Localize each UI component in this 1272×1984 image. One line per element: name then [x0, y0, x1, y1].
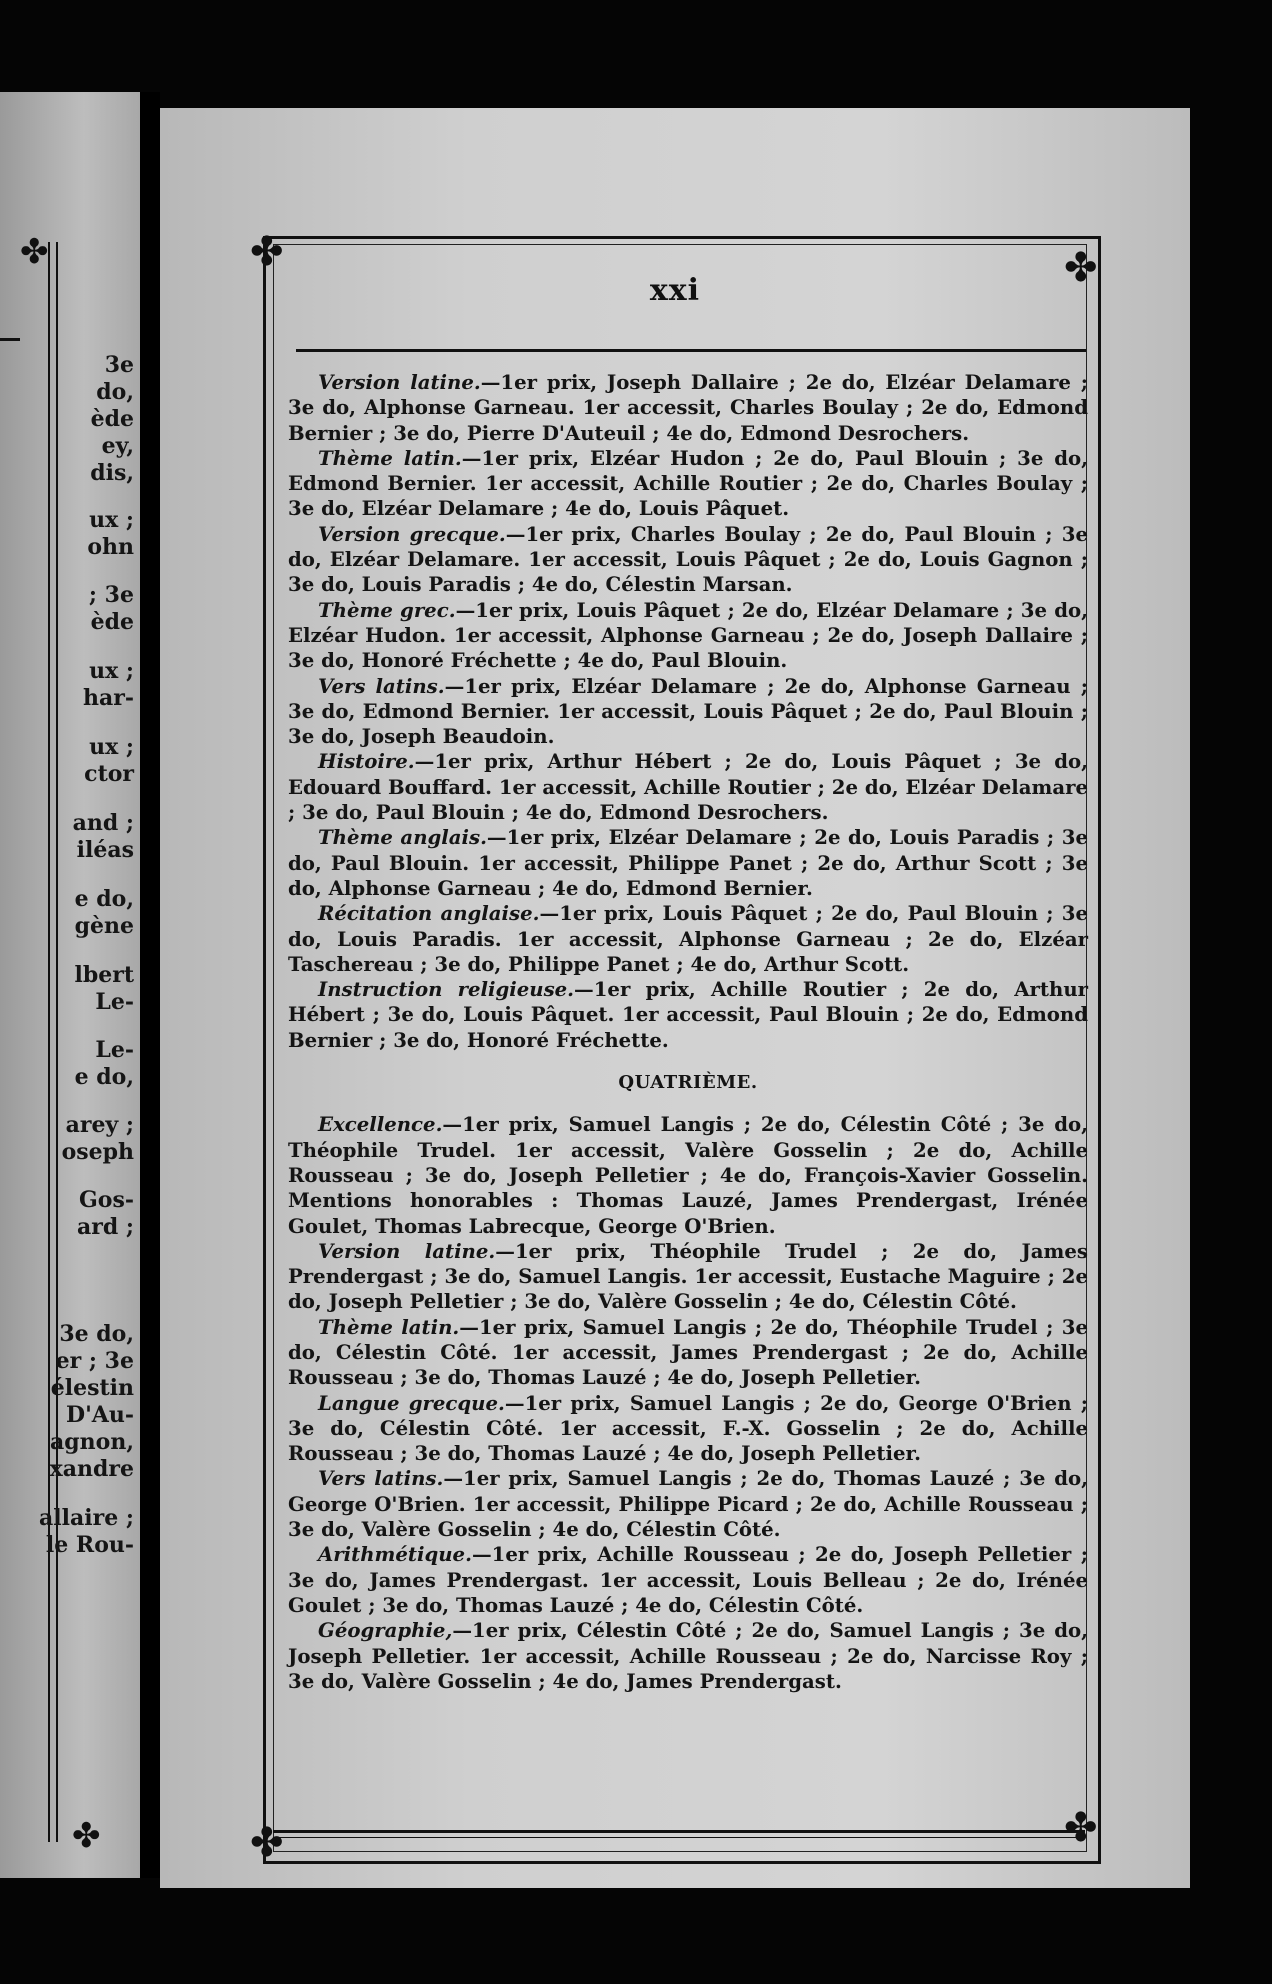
prize-text: —1er prix, Elzéar Delamare ; 2e do, Alphonse Garneau ; 3e do, Edmond Bernier. 1er accessit, Louis Pâquet ; 2e do, Paul Blouin ; 3e do, Joseph Beaudoin.: [288, 674, 1088, 749]
footer-rule-thin: [273, 1837, 1085, 1838]
subject-label: Vers latins.: [318, 674, 445, 698]
left-page-text-fragment: ède: [90, 609, 134, 635]
ornament-top-left-icon: ✤: [250, 229, 284, 275]
left-page-rule: [0, 338, 20, 341]
prize-text: —1er prix, Samuel Langis ; 2e do, Théophile Trudel ; 3e do, Célestin Côté. 1er accessit, James Prendergast ; 2e do, Achille Rousseau ; 3e do, Thomas Lauzé ; 4e do, Joseph Pelletier.: [288, 1315, 1088, 1390]
left-page-text-fragment: agnon,: [50, 1429, 134, 1455]
prize-paragraph: [288, 674, 1088, 750]
left-page-text-fragment: ux ;: [89, 507, 134, 533]
left-page-text-fragment: ède: [90, 406, 134, 432]
prize-text: —1er prix, Achille Routier ; 2e do, Arthur Hébert ; 3e do, Louis Pâquet. 1er accessit, Paul Blouin ; 2e do, Edmond Bernier ; 3e do, Honoré Fréchette.: [288, 978, 1088, 1052]
prize-text: —1er prix, Joseph Dallaire ; 2e do, Elzéar Delamare ; 3e do, Alphonse Garneau. 1er accessit, Charles Boulay ; 2e do, Edmond Bernier ; 3e do, Pierre D'Auteuil ; 4e do, Edmond Desrochers.: [288, 371, 1088, 445]
left-page-text-fragment: Le-: [95, 989, 134, 1015]
subject-label: Arithmétique.: [318, 1543, 472, 1567]
subject-label: Version latine.: [318, 1239, 496, 1263]
left-page-text-fragment: har-: [83, 685, 134, 711]
subject-label: Histoire.: [318, 750, 415, 774]
prize-text: —1er prix, Louis Pâquet ; 2e do, Paul Blouin ; 3e do, Louis Paradis. 1er accessit, Alphonse Garneau ; 2e do, Elzéar Taschereau ; 3e do, Philippe Panet ; 4e do, Arthur Scott.: [288, 902, 1088, 976]
section-header: QUATRIÈME.: [618, 1072, 758, 1094]
left-page-text-fragment: lbert: [74, 962, 134, 988]
prize-text: —1er prix, Célestin Côté ; 2e do, Samuel Langis ; 3e do, Joseph Pelletier. 1er accessit, Achille Rousseau ; 2e do, Narcisse Roy ; 3e do, Valère Gosselin ; 4e do, James Prendergast.: [288, 1619, 1088, 1693]
subject-label: Thème anglais.: [318, 826, 487, 850]
left-page-text-fragment: ux ;: [89, 734, 134, 760]
prize-paragraph: [288, 1112, 1088, 1238]
left-page-text-fragment: le Rou-: [45, 1532, 134, 1558]
book-page: [160, 108, 1190, 1888]
ornament-top-right-icon: ✤: [1064, 245, 1098, 291]
prize-paragraph: [288, 1239, 1088, 1315]
subject-label: Géographie,: [318, 1619, 453, 1643]
subject-label: Thème latin.: [318, 1315, 460, 1339]
prize-text: —1er prix, Achille Rousseau ; 2e do, Joseph Pelletier ; 3e do, James Prendergast. 1er accessit, Louis Belleau ; 2e do, Irénée Goulet ; 3e do, Thomas Lauzé ; 4e do, Célestin Côté.: [288, 1543, 1088, 1617]
prize-paragraph: [288, 749, 1088, 825]
prize-list-after: [288, 1112, 1088, 1694]
left-page-text-fragment: 3e do,: [59, 1321, 134, 1347]
prize-text: —1er prix, Elzéar Hudon ; 2e do, Paul Blouin ; 3e do, Edmond Bernier. 1er accessit, Achille Routier ; 2e do, Charles Boulay ; 3e do, Elzéar Delamare ; 4e do, Louis Pâquet.: [288, 446, 1088, 521]
subject-label: Version grecque.: [318, 522, 506, 546]
left-page-text-fragment: allaire ;: [39, 1505, 134, 1531]
left-page-text-fragment: do,: [96, 379, 134, 405]
prize-list-before: [288, 370, 1088, 1053]
prize-paragraph: [288, 370, 1088, 446]
prize-paragraph: [288, 1391, 1088, 1467]
prize-text: —1er prix, Théophile Trudel ; 2e do, James Prendergast ; 3e do, Samuel Langis. 1er accessit, Eustache Maguire ; 2e do, Joseph Pelletier ; 3e do, Valère Gosselin ; 4e do, Célestin Côté.: [288, 1239, 1089, 1314]
page-content: [288, 370, 1088, 1694]
background-right: [1190, 92, 1272, 1984]
prize-text: —1er prix, Elzéar Delamare ; 2e do, Louis Paradis ; 3e do, Paul Blouin. 1er accessit, Philippe Panet ; 2e do, Arthur Scott ; 3e do, Alphonse Garneau ; 4e do, Edmond Bernier.: [288, 826, 1088, 900]
subject-label: Version latine.: [318, 371, 481, 394]
left-page-text-fragment: ohn: [87, 534, 134, 560]
left-page-text-fragment: er ; 3e: [55, 1348, 134, 1374]
left-page-text-fragment: e do,: [74, 886, 134, 912]
footer-rule: [273, 1830, 1085, 1833]
left-page-text-fragment: D'Au-: [65, 1402, 134, 1428]
left-page-text-fragment: élestin: [50, 1375, 134, 1401]
left-page-text-fragment: dis,: [90, 460, 134, 486]
left-page-text-fragment: ey,: [101, 433, 134, 459]
left-page-text-fragment: ux ;: [89, 658, 134, 684]
subject-label: Thème latin.: [318, 446, 462, 470]
subject-label: Langue grecque.: [318, 1391, 505, 1415]
page-number: xxi: [649, 273, 701, 308]
adjacent-page-left: [0, 92, 140, 1878]
prize-paragraph: [288, 598, 1088, 674]
left-page-text-fragment: ; 3e: [88, 582, 134, 608]
subject-label: Excellence.: [318, 1113, 443, 1137]
left-page-text-fragment: ctor: [84, 761, 134, 787]
left-page-text-fragment: gène: [74, 913, 134, 939]
left-page-text-fragment: 3e: [104, 352, 134, 378]
ornament-bottom-left-icon: ✤: [250, 1820, 284, 1866]
prize-text: —1er prix, Samuel Langis ; 2e do, George O'Brien ; 3e do, Célestin Côté. 1er accessit, F.-X. Gosselin ; 2e do, Achille Rousseau ; 3e do, Thomas Lauzé ; 4e do, Joseph Pelletier.: [288, 1391, 1089, 1466]
prize-text: —1er prix, Samuel Langis ; 2e do, Thomas Lauzé ; 3e do, George O'Brien. 1er accessit, Philippe Picard ; 2e do, Achille Rousseau ; 3e do, Valère Gosselin ; 4e do, Célestin Côté.: [288, 1467, 1088, 1542]
prize-paragraph: [288, 901, 1088, 977]
prize-text: —1er prix, Louis Pâquet ; 2e do, Elzéar Delamare ; 3e do, Elzéar Hudon. 1er accessit, Alphonse Garneau ; 2e do, Joseph Dallaire ; 3e do, Honoré Fréchette ; 4e do, Paul Blouin.: [288, 598, 1088, 673]
prize-paragraph: [288, 977, 1088, 1053]
prize-paragraph: [288, 446, 1088, 522]
book-gutter: [140, 92, 160, 1878]
left-page-text-fragment: Le-: [95, 1037, 134, 1063]
subject-label: Instruction religieuse.: [318, 978, 575, 1002]
prize-paragraph: [288, 825, 1088, 901]
prize-paragraph: [288, 1315, 1088, 1391]
prize-paragraph: [288, 1542, 1088, 1618]
header-rule: [296, 349, 1086, 352]
left-page-text-fragment: e do,: [74, 1064, 134, 1090]
subject-label: Récitation anglaise.: [318, 902, 540, 926]
left-page-text-fragment: oseph: [61, 1139, 134, 1165]
left-page-text-fragment: iléas: [76, 837, 134, 863]
subject-label: Vers latins.: [318, 1467, 444, 1491]
prize-paragraph: [288, 1618, 1088, 1694]
prize-text: —1er prix, Arthur Hébert ; 2e do, Louis Pâquet ; 3e do, Edouard Bouffard. 1er accessit, Achille Routier ; 2e do, Elzéar Delamare ; 3e do, Paul Blouin ; 4e do, Edmond Desrochers.: [288, 750, 1088, 825]
ornament-icon: ✤: [20, 232, 49, 272]
left-page-text-fragment: arey ;: [65, 1112, 134, 1138]
prize-paragraph: [288, 522, 1088, 598]
ornament-icon: ✤: [72, 1816, 101, 1856]
left-page-text-fragment: Gos-: [79, 1187, 134, 1213]
left-page-text-fragment: ard ;: [76, 1214, 134, 1240]
prize-text: —1er prix, Samuel Langis ; 2e do, Célestin Côté ; 3e do, Théophile Trudel. 1er accessit, Valère Gosselin ; 2e do, Achille Rousseau ; 3e do, Joseph Pelletier ; 4e do, François-Xavier Gosselin. Mentions honorables : Thomas Lauzé, James Prendergast, Irénée Goulet, Thomas Labrecque, George O'Brien.: [288, 1113, 1088, 1238]
prize-paragraph: [288, 1466, 1088, 1542]
ornament-bottom-right-icon: ✤: [1064, 1805, 1098, 1851]
subject-label: Thème grec.: [318, 598, 456, 622]
left-page-text-fragment: and ;: [72, 810, 134, 836]
prize-text: —1er prix, Charles Boulay ; 2e do, Paul Blouin ; 3e do, Elzéar Delamare. 1er accessit, Louis Pâquet ; 2e do, Louis Gagnon ; 3e do, Louis Paradis ; 4e do, Célestin Marsan.: [288, 522, 1088, 597]
left-page-text-fragment: xandre: [49, 1456, 134, 1482]
